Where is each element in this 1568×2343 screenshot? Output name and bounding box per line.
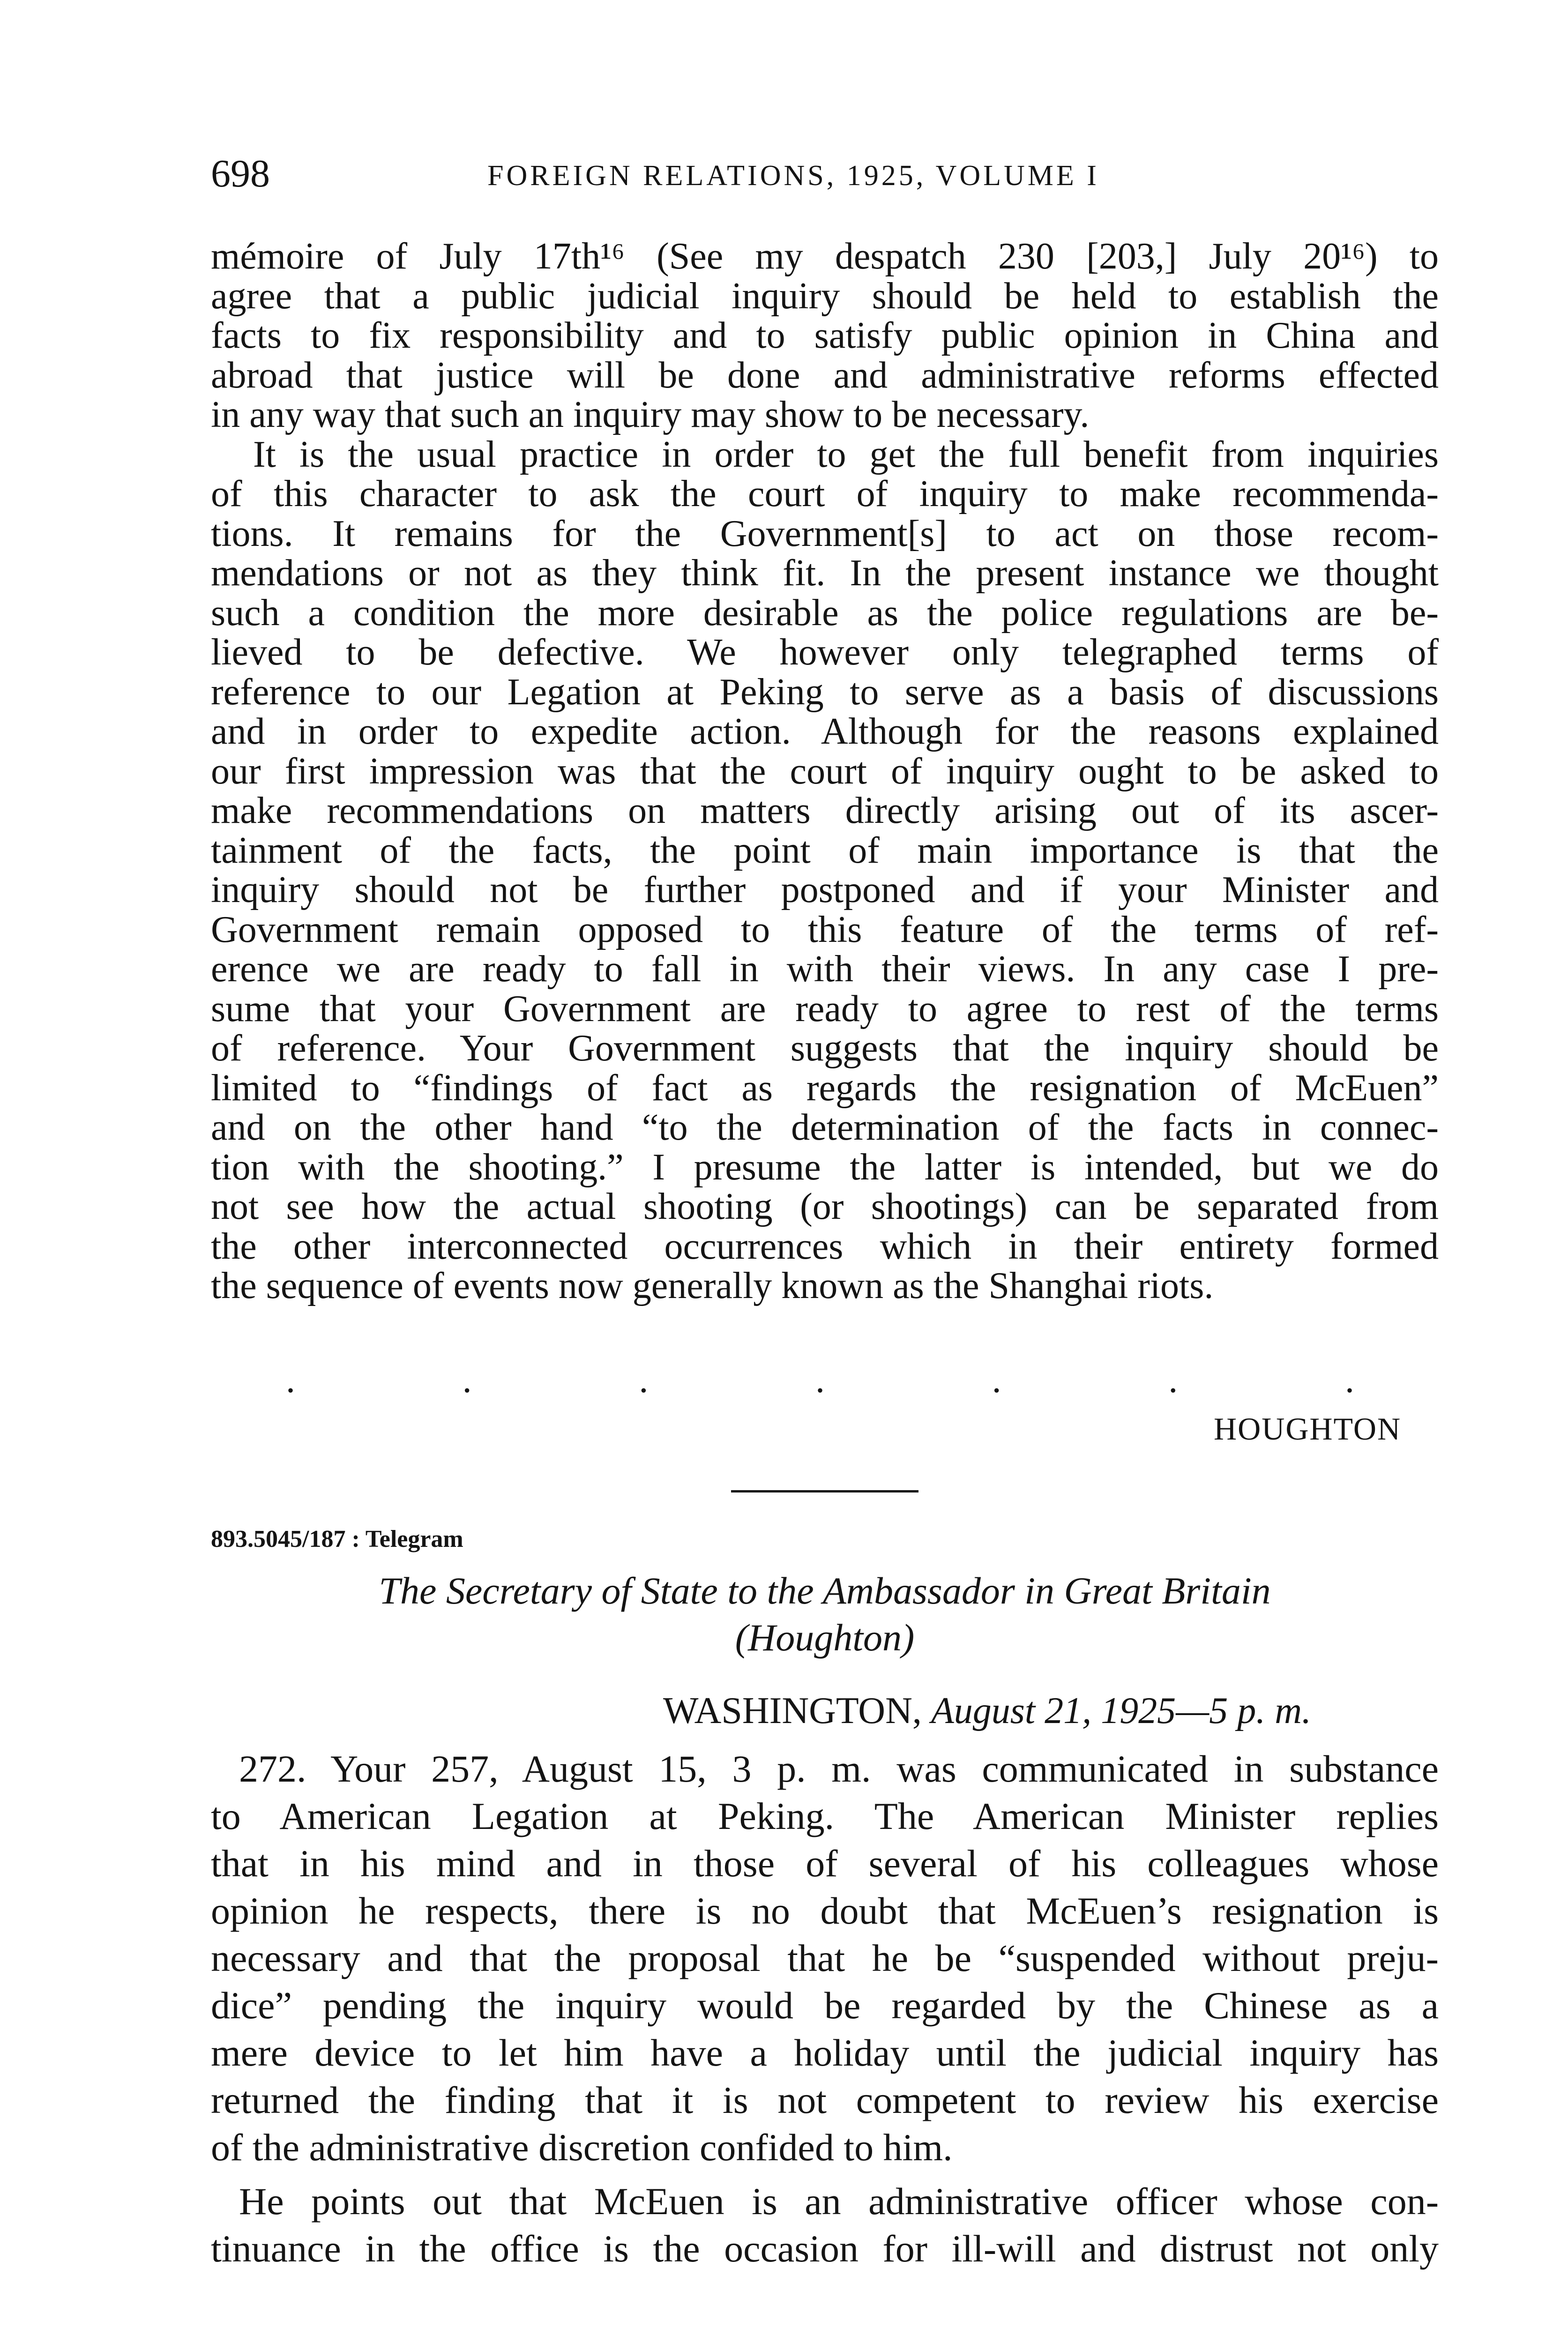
text-line: and in order to expedite action. Although for the reasons explained [211,711,1439,752]
text-line: abroad that justice will be done and administrative reforms effected [211,354,1439,396]
text-line: facts to fix responsibility and to satisfy public opinion in China and [211,315,1439,356]
text-line: that in his mind and in those of several of his colleagues whose [211,1842,1439,1885]
text-line: tion with the shooting.” I presume the latter is intended, but we do [211,1146,1439,1188]
file-reference: 893.5045/187 : Telegram [211,1526,463,1552]
document-title-line: (Houghton) [735,1616,915,1659]
text-line: make recommendations on matters directly arising out of its ascer- [211,790,1439,831]
running-head [211,151,1439,202]
ellipsis-dot: . [462,1359,472,1401]
text-line: our first impression was that the court of inquiry ought to be asked to [211,750,1439,792]
text-line: tinuance in the office is the occasion for ill-will and distrust not only [211,2227,1439,2270]
text-line: sume that your Government are ready to agree to rest of the terms [211,988,1439,1030]
text-line: inquiry should not be further postponed and if your Minister and [211,869,1439,910]
text-line: not see how the actual shooting (or shootings) can be separated from [211,1186,1439,1227]
ellipsis-dot: . [992,1359,1001,1401]
ellipsis-dot: . [639,1359,649,1401]
document-title [211,1567,1439,1661]
section-divider [731,1490,918,1492]
text-line: returned the finding that it is not competent to review his exercise [211,2079,1439,2121]
ellipsis-dot: . [1168,1359,1178,1401]
text-line: mendations or not as they think fit. In the present instance we thought [211,552,1439,594]
text-line: tainment of the facts, the point of main importance is that the [211,829,1439,871]
text-line: tions. It remains for the Government[s] to act on those recom- [211,513,1439,554]
text-line: 272. Your 257, August 15, 3 p. m. was communicated in substance [239,1747,1439,1790]
body-text-section-2 [211,1745,1439,2272]
running-title: FOREIGN RELATIONS, 1925, VOLUME I [487,160,1099,192]
text-line: agree that a public judicial inquiry should be held to establish the [211,275,1439,317]
text-line: to American Legation at Peking. The American Minister replies [211,1795,1439,1837]
signature: HOUGHTON [1214,1411,1402,1447]
ellipsis-row [286,1359,1354,1402]
document-title-line: The Secretary of State to the Ambassador in Great Britain [379,1569,1271,1612]
text-line: mémoire of July 17th¹⁶ (See my despatch 230 [203,] July 20¹⁶) to [211,236,1439,277]
text-line: lieved to be defective. We however only telegraphed terms of [211,632,1439,673]
text-line: erence we are ready to fall in with their views. In any case I pre- [211,948,1439,990]
ellipsis-dot: . [815,1359,825,1401]
text-line: and on the other hand “to the determination of the facts in connec- [211,1107,1439,1148]
text-line: Government remain opposed to this feature of the terms of ref- [211,909,1439,950]
text-line: the sequence of events now generally known as the Shanghai riots. [211,1265,1214,1306]
text-line: of reference. Your Government suggests that the inquiry should be [211,1028,1439,1069]
text-line: He points out that McEuen is an administrative officer whose con- [239,2180,1439,2223]
text-line: It is the usual practice in order to get the full benefit from inquiries [253,433,1439,475]
dateline [663,1690,1311,1732]
text-line: such a condition the more desirable as the police regulations are be- [211,592,1439,634]
body-text-section-1 [211,237,1439,1306]
text-line: of this character to ask the court of inquiry to make recommenda- [211,473,1439,515]
text-line: in any way that such an inquiry may show to be necessary. [211,394,1090,435]
dateline-date: August 21, 1925—5 p. m. [931,1690,1311,1731]
text-line: the other interconnected occurrences which in their entirety formed [211,1225,1439,1267]
text-line: limited to “findings of fact as regards the resignation of McEuen” [211,1067,1439,1109]
page-number: 698 [211,152,270,195]
text-line: necessary and that the proposal that he be “suspended without preju- [211,1937,1439,1979]
ellipsis-dot: . [1344,1359,1354,1401]
text-line: of the administrative discretion confided to him. [211,2126,953,2169]
text-line: reference to our Legation at Peking to serve as a basis of discussions [211,671,1439,713]
dateline-place: WASHINGTON, [663,1690,922,1731]
text-line: opinion he respects, there is no doubt that McEuen’s resignation is [211,1889,1439,1932]
ellipsis-dot: . [286,1359,295,1401]
text-line: dice” pending the inquiry would be regarded by the Chinese as a [211,1984,1439,2027]
text-line: mere device to let him have a holiday until the judicial inquiry has [211,2031,1439,2074]
